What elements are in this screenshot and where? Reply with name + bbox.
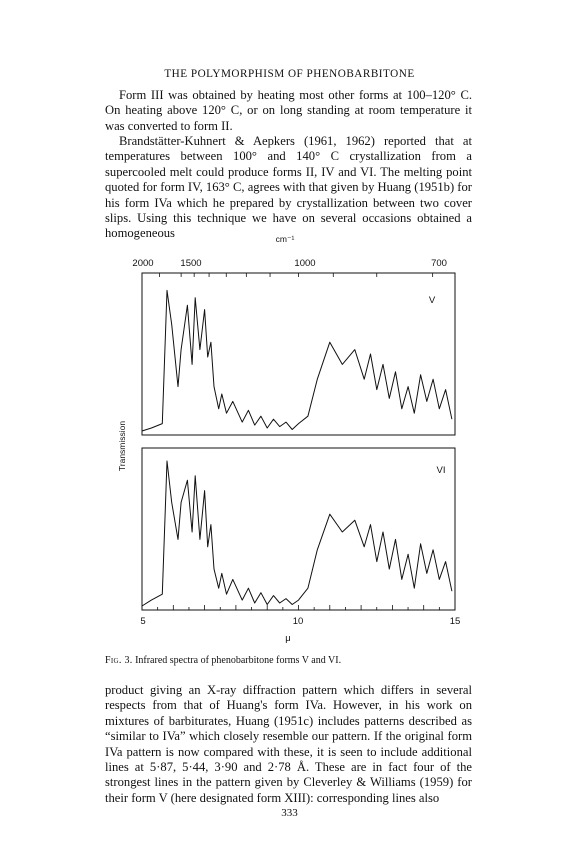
bottom-tick-5: 5 bbox=[140, 616, 146, 627]
spectrum-line-vi bbox=[142, 461, 452, 606]
paragraph-1 bbox=[105, 88, 472, 134]
paragraph-1-text: Form III was obtained by heating most other forms at 100–120° C. On heating above 120° C, or on long standing at room temperature it was converted to form II. bbox=[105, 88, 472, 133]
top-tick-1000: 1000 bbox=[294, 258, 316, 269]
ir-spectra-svg bbox=[95, 228, 495, 648]
figure-caption bbox=[105, 655, 341, 666]
panel-label-vi: VI bbox=[436, 465, 446, 476]
paragraph-3 bbox=[105, 683, 472, 806]
bottom-tick-10: 10 bbox=[292, 616, 304, 627]
panel-vi-frame bbox=[142, 448, 455, 610]
bottom-axis-label: μ bbox=[285, 633, 291, 644]
caption-text: Infrared spectra of phenobarbitone forms V and VI. bbox=[135, 655, 342, 666]
page-number: 333 bbox=[281, 807, 298, 819]
figure-ir-spectra bbox=[95, 228, 495, 648]
caption-label: Fig. 3. bbox=[105, 655, 133, 666]
paragraph-2-text: Brandstätter-Kuhnert & Aepkers (1961, 1962) reported that at temperatures between 100° and 140° C crystallization from a supercooled melt could produce forms II, IV and VI. The melting point quoted for form IV, 163° C, agrees with that given by Huang (1951b) for his form IVa which he prepared by crystallization between two cover slips. Using this technique we have on several occasions obtained a homogeneous bbox=[105, 134, 472, 241]
spectrum-line-v bbox=[142, 290, 452, 431]
top-tick-2000: 2000 bbox=[132, 258, 154, 269]
panel-v-frame bbox=[142, 273, 455, 435]
running-head: THE POLYMORPHISM OF PHENOBARBITONE bbox=[164, 68, 415, 80]
y-axis-label: Transmission bbox=[117, 420, 127, 472]
top-tick-700: 700 bbox=[431, 258, 447, 269]
paragraph-2 bbox=[105, 134, 472, 242]
panel-label-v: V bbox=[428, 295, 436, 306]
bottom-tick-15: 15 bbox=[449, 616, 461, 627]
paragraph-3-text: product giving an X-ray diffraction pattern which differs in several respects from that of Huang's form IVa. However, in his work on mixtures of barbiturates, Huang (1951c) includes patterns described as “similar to IVa” which closely resemble our pattern. If the original form IVa pattern is now compared with these, it is seen to include additional lines at 5·87, 5·44, 3·90 and 2·78 Å. These are in fact four of the strongest lines in the pattern given by Cleverley & Williams (1959) for their form V (here designated form XIII): corresponding lines also bbox=[105, 683, 472, 805]
top-tick-1500: 1500 bbox=[180, 258, 202, 269]
top-axis-label: cm⁻¹ bbox=[275, 234, 295, 244]
